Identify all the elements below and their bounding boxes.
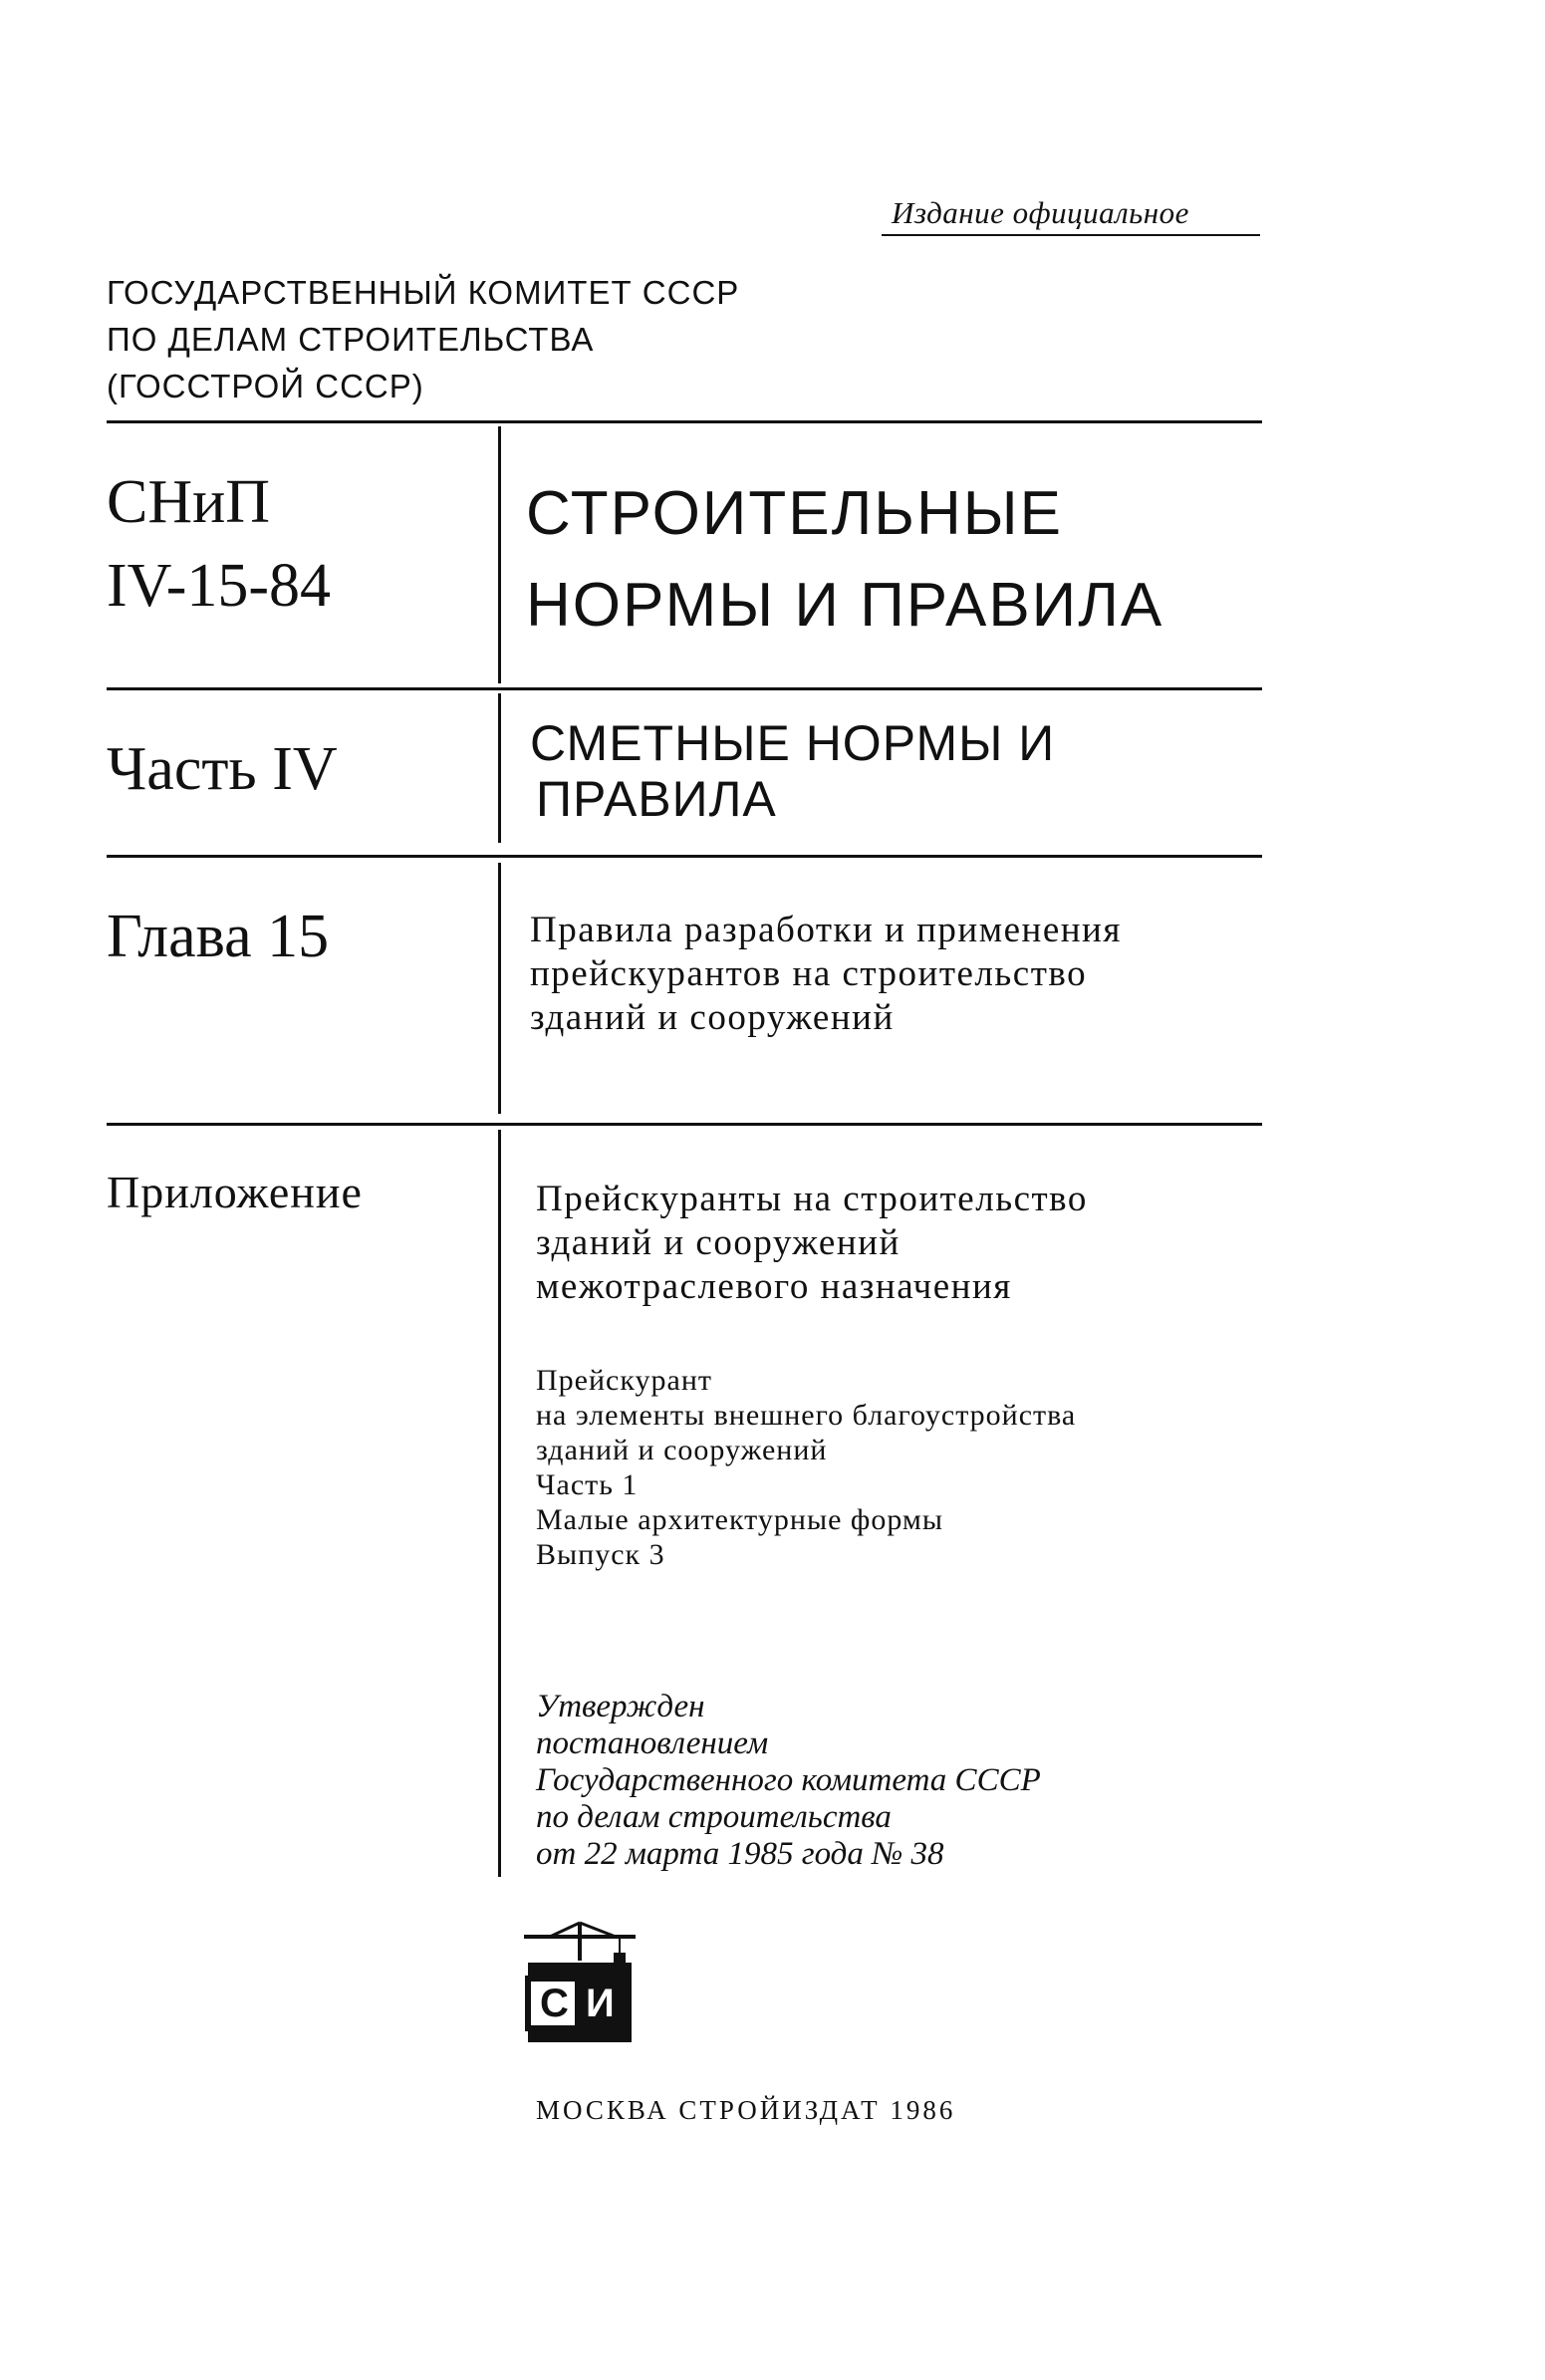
appendix-label: Приложение — [107, 1167, 363, 1217]
agency-line: ГОСУДАРСТВЕННЫЙ КОМИТЕТ СССР — [107, 274, 740, 311]
title-line: НОРМЫ И ПРАВИЛА — [526, 571, 1164, 640]
price-list-details — [536, 1363, 1076, 1572]
part-cell — [107, 727, 338, 811]
detail-line: Выпуск 3 — [536, 1538, 665, 1571]
divider — [107, 687, 1262, 690]
appendix-title-line: Прейскуранты на строительство — [536, 1179, 1088, 1219]
chapter-title-line: Правила разработки и применения — [530, 910, 1122, 950]
part-label: Часть IV — [107, 735, 338, 803]
chapter-title-line: прейскурантов на строительство — [530, 953, 1088, 994]
code-number: IV-15-84 — [107, 552, 332, 620]
code-cell — [107, 460, 331, 628]
column-divider — [498, 863, 501, 1114]
approval-note — [536, 1689, 1041, 1873]
approval-line: Государственного комитета СССР — [536, 1762, 1041, 1798]
part-title-line: СМЕТНЫЕ НОРМЫ И — [530, 715, 1056, 771]
agency-line: ПО ДЕЛАМ СТРОИТЕЛЬСТВА — [107, 321, 595, 358]
detail-line: зданий и сооружений — [536, 1434, 828, 1466]
column-divider — [498, 1130, 501, 1877]
stroyizdat-logo-icon — [520, 1921, 640, 2050]
chapter-cell — [107, 895, 329, 978]
divider — [107, 420, 1262, 423]
chapter-title-cell — [530, 909, 1122, 1040]
part-title-cell — [530, 715, 1055, 827]
column-divider — [498, 693, 501, 843]
detail-line: Часть 1 — [536, 1468, 639, 1501]
chapter-label: Глава 15 — [107, 903, 330, 970]
divider — [107, 855, 1262, 858]
appendix-title-line: зданий и сооружений — [536, 1222, 901, 1263]
title-cell — [526, 468, 1163, 652]
column-divider — [498, 426, 501, 683]
divider — [107, 1123, 1262, 1126]
approval-line: от 22 марта 1985 года № 38 — [536, 1836, 944, 1872]
appendix-title-cell — [536, 1178, 1088, 1309]
agency-line: (ГОССТРОЙ СССР) — [107, 368, 424, 404]
approval-line: постановлением — [536, 1725, 769, 1761]
imprint: МОСКВА СТРОЙИЗДАТ 1986 — [536, 2095, 956, 2125]
code-label: СНиП — [107, 468, 271, 536]
logo-letter-i: И — [586, 1982, 615, 2025]
appendix-title-line: межотраслевого назначения — [536, 1266, 1012, 1307]
approval-line: по делам строительства — [536, 1799, 892, 1835]
edition-underline — [882, 234, 1260, 236]
logo-letter-s: С — [540, 1982, 569, 2025]
detail-line: Малые архитектурные формы — [536, 1503, 944, 1536]
detail-line: на элементы внешнего благоустройства — [536, 1399, 1077, 1432]
part-title-line: ПРАВИЛА — [536, 771, 777, 827]
agency-block — [107, 269, 739, 409]
chapter-title-line: зданий и сооружений — [530, 997, 895, 1038]
detail-line: Прейскурант — [536, 1364, 712, 1397]
title-line: СТРОИТЕЛЬНЫЕ — [526, 479, 1063, 548]
edition-label: Издание официальное — [892, 195, 1189, 230]
appendix-cell — [107, 1166, 363, 1218]
approval-line: Утвержден — [536, 1689, 705, 1724]
